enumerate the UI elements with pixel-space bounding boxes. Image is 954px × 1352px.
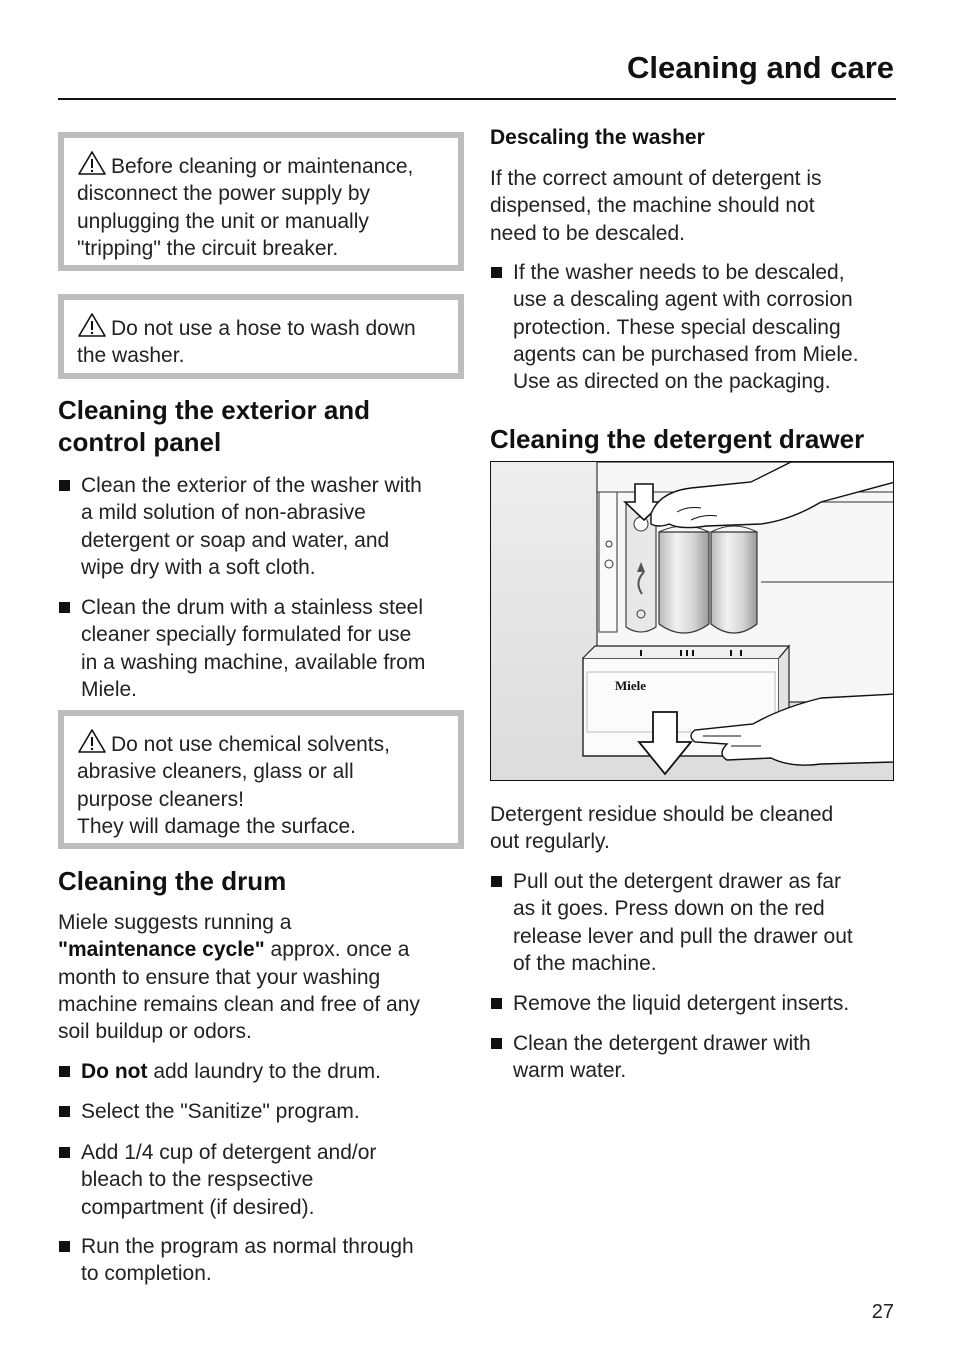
section-heading-detergent-drawer: Cleaning the detergent drawer	[490, 424, 865, 454]
section-heading-drum: Cleaning the drum	[58, 866, 287, 896]
warning-box-solvents	[58, 710, 464, 849]
list-item: Do not add laundry to the drum.	[58, 1058, 464, 1085]
warning-line: "tripping" the circuit breaker.	[77, 236, 339, 260]
list-item: If the washer needs to be descaled, use a descaling agent with corrosion protection. These special descaling agents can be purchased from Miele. Use as directed on the packaging.	[490, 259, 896, 395]
list-item: Select the "Sanitize" program.	[58, 1098, 464, 1125]
page-number: 27	[871, 1301, 894, 1323]
warning-line: Before cleaning or maintenance,	[77, 150, 446, 180]
warning-box-power	[58, 132, 464, 271]
warning-triangle-icon	[77, 150, 107, 176]
page-title: Cleaning and care	[626, 50, 894, 85]
list-item: Run the program as normal through to completion.	[58, 1233, 464, 1288]
warning-line: abrasive cleaners, glass or all	[77, 760, 354, 784]
bullet-square-icon	[59, 480, 70, 491]
miele-logo-text: Miele	[615, 678, 647, 693]
detergent-insert-cylinder	[711, 532, 757, 633]
bullet-square-icon	[59, 1066, 70, 1077]
bullet-square-icon	[491, 998, 502, 1009]
list-item: Add 1/4 cup of detergent and/or bleach to the respsective compartment (if desired).	[58, 1139, 464, 1221]
bullet-square-icon	[491, 876, 502, 887]
detergent-insert-cylinder	[659, 532, 709, 633]
maintenance-cycle-term: "maintenance cycle"	[58, 938, 265, 962]
detergent-drawer-illustration	[490, 461, 894, 781]
warning-line: They will damage the surface.	[77, 814, 356, 838]
warning-line: the washer.	[77, 344, 185, 368]
residue-paragraph: Detergent residue should be cleaned out regularly.	[490, 803, 834, 854]
list-item: Clean the exterior of the washer with a mild solution of non-abrasive detergent or soap and water, and wipe dry with a soft cloth.	[58, 472, 464, 581]
bullet-square-icon	[491, 267, 502, 278]
bullet-square-icon	[59, 1106, 70, 1117]
descaling-intro-paragraph: If the correct amount of detergent is dispensed, the machine should not need to be descaled.	[490, 167, 822, 245]
warning-line: Do not use a hose to wash down	[77, 312, 446, 342]
bullet-square-icon	[59, 602, 70, 613]
warning-box-hose	[58, 294, 464, 379]
section-heading-exterior: Cleaning the exterior and control panel	[58, 395, 371, 457]
warning-line: unplugging the unit or manually	[77, 209, 369, 233]
list-item: Remove the liquid detergent inserts.	[490, 990, 896, 1017]
warning-triangle-icon	[77, 728, 107, 754]
bullet-square-icon	[59, 1241, 70, 1252]
drum-intro-paragraph: Miele suggests running a "maintenance cycle" approx. once a month to ensure that your washing machine remains clean and free of any soil buildup or odors.	[58, 911, 420, 1044]
warning-triangle-icon	[77, 312, 107, 338]
warning-line: Do not use chemical solvents,	[77, 728, 446, 758]
list-item: Clean the detergent drawer with warm water.	[490, 1030, 896, 1085]
bullet-square-icon	[59, 1147, 70, 1158]
bullet-square-icon	[491, 1038, 502, 1049]
header-rule	[58, 98, 896, 100]
drawer-illustration-svg	[491, 462, 894, 781]
list-item: Pull out the detergent drawer as far as it goes. Press down on the red release lever and pull the drawer out of the machine.	[490, 868, 896, 977]
drawer-side-panel	[599, 492, 617, 632]
warning-line: purpose cleaners!	[77, 787, 244, 811]
list-item: Clean the drum with a stainless steel cleaner specially formulated for use in a washing machine, available from Miele.	[58, 594, 464, 703]
warning-line: disconnect the power supply by	[77, 182, 371, 206]
section-heading-descaling: Descaling the washer	[490, 126, 705, 149]
